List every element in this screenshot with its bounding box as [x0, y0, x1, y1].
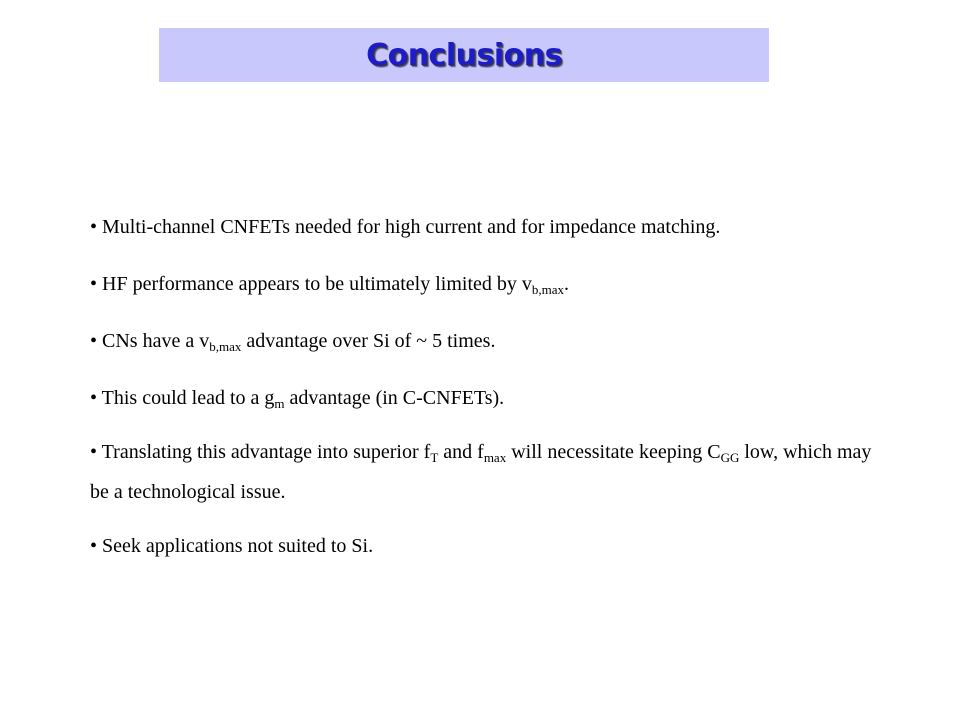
bullet-item-hf-performance	[90, 267, 890, 301]
bullet-marker: •	[90, 330, 98, 352]
bullet-text: Translating this advantage into superior f	[97, 441, 431, 463]
subscript: max	[483, 450, 507, 465]
bullet-item-gm-advantage	[90, 381, 890, 415]
bullet-text: low, which may be a technological issue.	[90, 441, 872, 503]
subscript: GG	[720, 450, 740, 465]
bullet-marker: •	[90, 387, 98, 409]
subscript: m	[274, 396, 285, 411]
bullet-text: advantage over Si of ~ 5 times.	[241, 330, 496, 352]
bullet-text: will necessitate keeping C	[506, 441, 721, 463]
bullet-text: and f	[438, 441, 484, 463]
title-banner	[159, 28, 769, 82]
bullet-text: advantage (in C-CNFETs).	[284, 387, 505, 409]
slide-title: Conclusions	[366, 37, 562, 73]
bullet-item-multichannel	[90, 210, 890, 244]
bullet-marker: •	[90, 535, 98, 557]
bullet-item-translating	[90, 432, 890, 512]
bullet-text: CNs have a v	[97, 330, 210, 352]
bullet-text: HF performance appears to be ultimately limited by v	[97, 273, 532, 295]
bullet-item-seek-applications	[90, 529, 890, 563]
bullet-text: .	[564, 273, 570, 295]
subscript: b,max	[209, 339, 242, 354]
bullet-marker: •	[90, 216, 98, 238]
bullet-marker: •	[90, 273, 98, 295]
subscript: b,max	[531, 282, 565, 297]
bullet-item-cn-advantage	[90, 324, 890, 358]
bullet-text: Seek applications not suited to Si.	[97, 535, 374, 557]
subscript: T	[430, 450, 439, 465]
bullet-text: This could lead to a g	[97, 387, 275, 409]
bullet-marker: •	[90, 441, 98, 463]
bullet-text: Multi-channel CNFETs needed for high current and for impedance matching.	[97, 216, 721, 238]
bullet-list	[90, 210, 890, 586]
